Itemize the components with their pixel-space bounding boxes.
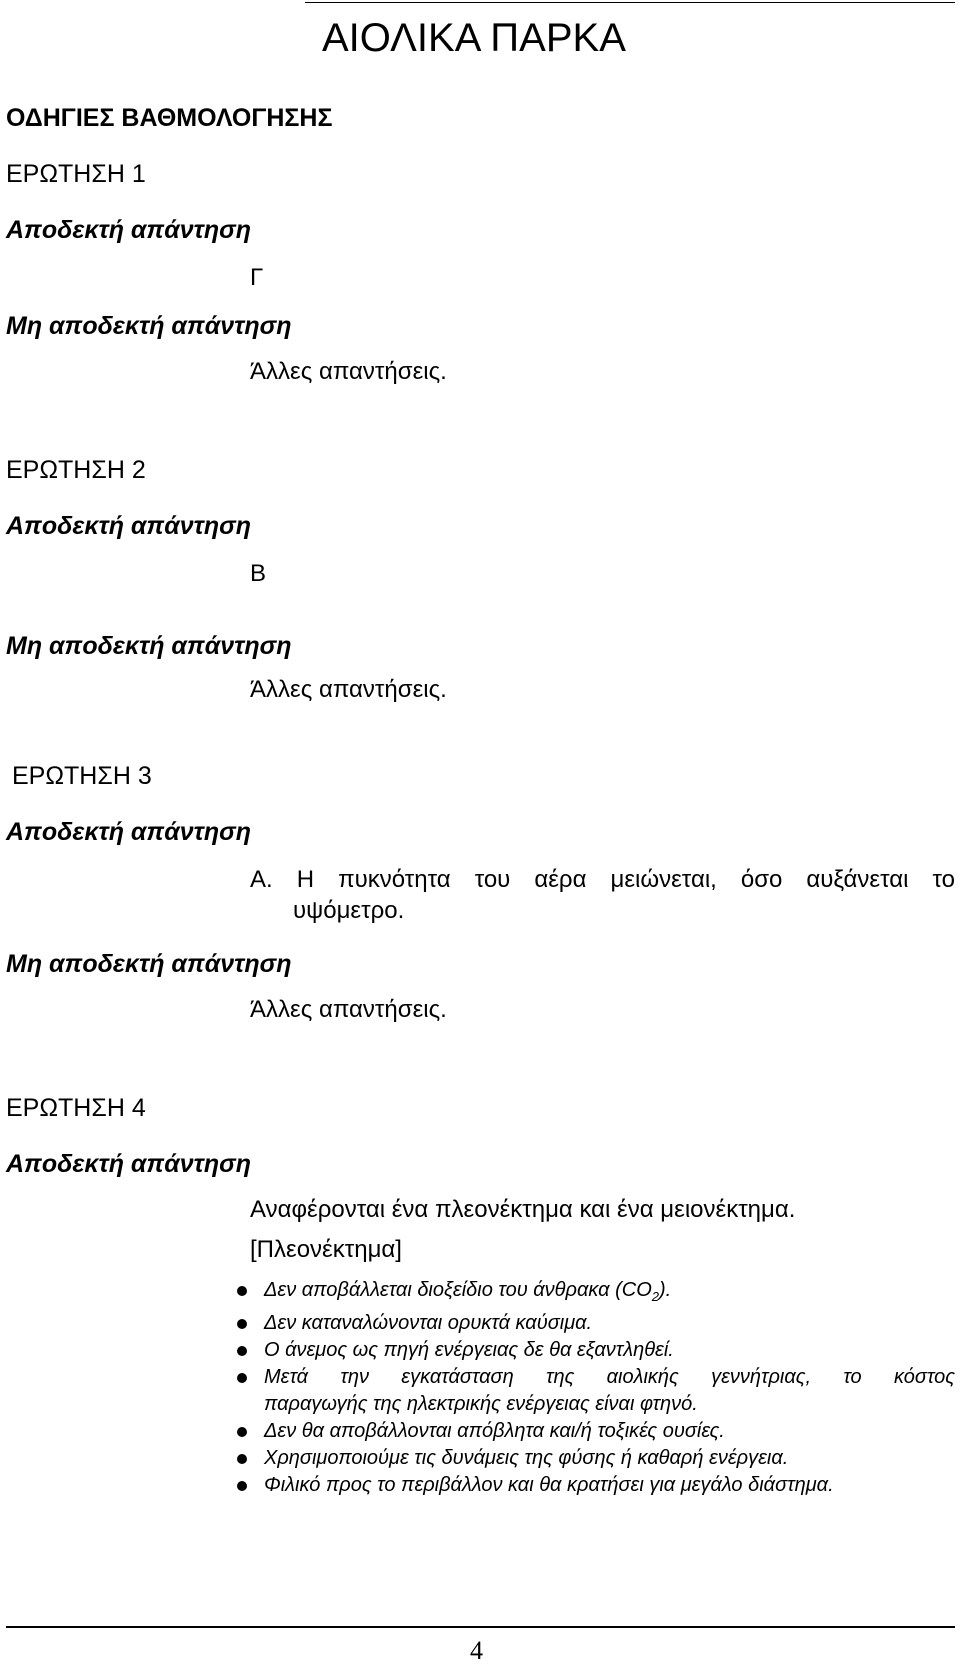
question-1-accept-answer: Γ	[250, 264, 264, 291]
footer-rule	[6, 1626, 955, 1628]
bullet-text-1-main: Δεν αποβάλλεται διοξείδιο του άνθρακα (CO	[264, 1279, 652, 1301]
bullet-icon	[237, 1346, 247, 1356]
bullet-icon	[237, 1319, 247, 1329]
question-4-accept-label: Αποδεκτή απάντηση	[6, 1150, 251, 1178]
question-2-accept-label: Αποδεκτή απάντηση	[6, 512, 251, 540]
bullet-icon	[237, 1481, 247, 1491]
bullet-text-6: Χρησιμοποιούμε τις δυνάμεις της φύσης ή καθαρή ενέργεια.	[264, 1447, 789, 1469]
list-item	[232, 1445, 955, 1472]
bullet-icon	[237, 1454, 247, 1464]
advantages-list	[232, 1277, 955, 1499]
co2-subscript: 2	[651, 1289, 660, 1304]
bullet-icon	[237, 1427, 247, 1437]
question-2-reject-label: Μη αποδεκτή απάντηση	[6, 632, 292, 660]
list-item	[232, 1418, 955, 1445]
question-3-accept-answer	[250, 864, 955, 926]
page-title: ΑΙΟΛΙΚΑ ΠΑΡΚΑ	[322, 16, 626, 60]
question-3-accept-label: Αποδεκτή απάντηση	[6, 818, 251, 846]
question-2-accept-answer: Β	[250, 560, 267, 587]
bullet-text-3: Ο άνεμος ως πηγή ενέργειας δε θα εξαντληθεί.	[264, 1339, 674, 1361]
question-2-reject-answer: Άλλες απαντήσεις.	[250, 676, 447, 703]
question-1-reject-answer: Άλλες απαντήσεις.	[250, 358, 447, 385]
bullet-text-4-line-1: Μετά την εγκατάσταση της αιολικής γεννήτριας, το κόστος	[264, 1366, 955, 1388]
question-4-heading: ΕΡΩΤΗΣΗ 4	[6, 1094, 146, 1122]
bullet-text-7: Φιλικό προς το περιβάλλον και θα κρατήσει για μεγάλο διάστημα.	[264, 1474, 834, 1496]
guide-title: ΟΔΗΓΙΕΣ ΒΑΘΜΟΛΟΓΗΣΗΣ	[6, 104, 333, 132]
question-1-accept-label: Αποδεκτή απάντηση	[6, 216, 251, 244]
question-1-heading: ΕΡΩΤΗΣΗ 1	[6, 160, 146, 188]
bullet-icon	[237, 1373, 247, 1383]
question-3-answer-line-2: υψόμετρο.	[293, 897, 405, 924]
question-3-reject-label: Μη αποδεκτή απάντηση	[6, 950, 292, 978]
list-item	[232, 1364, 955, 1418]
bullet-icon	[237, 1286, 247, 1296]
question-3-reject-answer: Άλλες απαντήσεις.	[250, 996, 447, 1023]
list-item	[232, 1472, 955, 1499]
question-1-reject-label: Μη αποδεκτή απάντηση	[6, 312, 292, 340]
bullet-text-4-line-2: παραγωγής της ηλεκτρικής ενέργειας είναι φτηνό.	[264, 1393, 698, 1415]
page-number: 4	[470, 1636, 483, 1665]
bullet-text-1-end: ).	[659, 1279, 672, 1301]
bullet-text-5: Δεν θα αποβάλλονται απόβλητα και/ή τοξικές ουσίες.	[264, 1420, 725, 1442]
list-item	[232, 1310, 955, 1337]
top-rule	[305, 2, 955, 3]
question-3-heading: ΕΡΩΤΗΣΗ 3	[12, 762, 152, 790]
list-item	[232, 1277, 955, 1310]
question-2-heading: ΕΡΩΤΗΣΗ 2	[6, 456, 146, 484]
question-4-intro: Αναφέρονται ένα πλεονέκτημα και ένα μειονέκτημα.	[250, 1196, 796, 1223]
advantage-heading: [Πλεονέκτημα]	[250, 1236, 402, 1263]
list-item	[232, 1337, 955, 1364]
question-3-answer-line-1: Α. Η πυκνότητα του αέρα μειώνεται, όσο αυξάνεται το	[250, 866, 955, 893]
bullet-text-2: Δεν καταναλώνονται ορυκτά καύσιμα.	[264, 1312, 593, 1334]
